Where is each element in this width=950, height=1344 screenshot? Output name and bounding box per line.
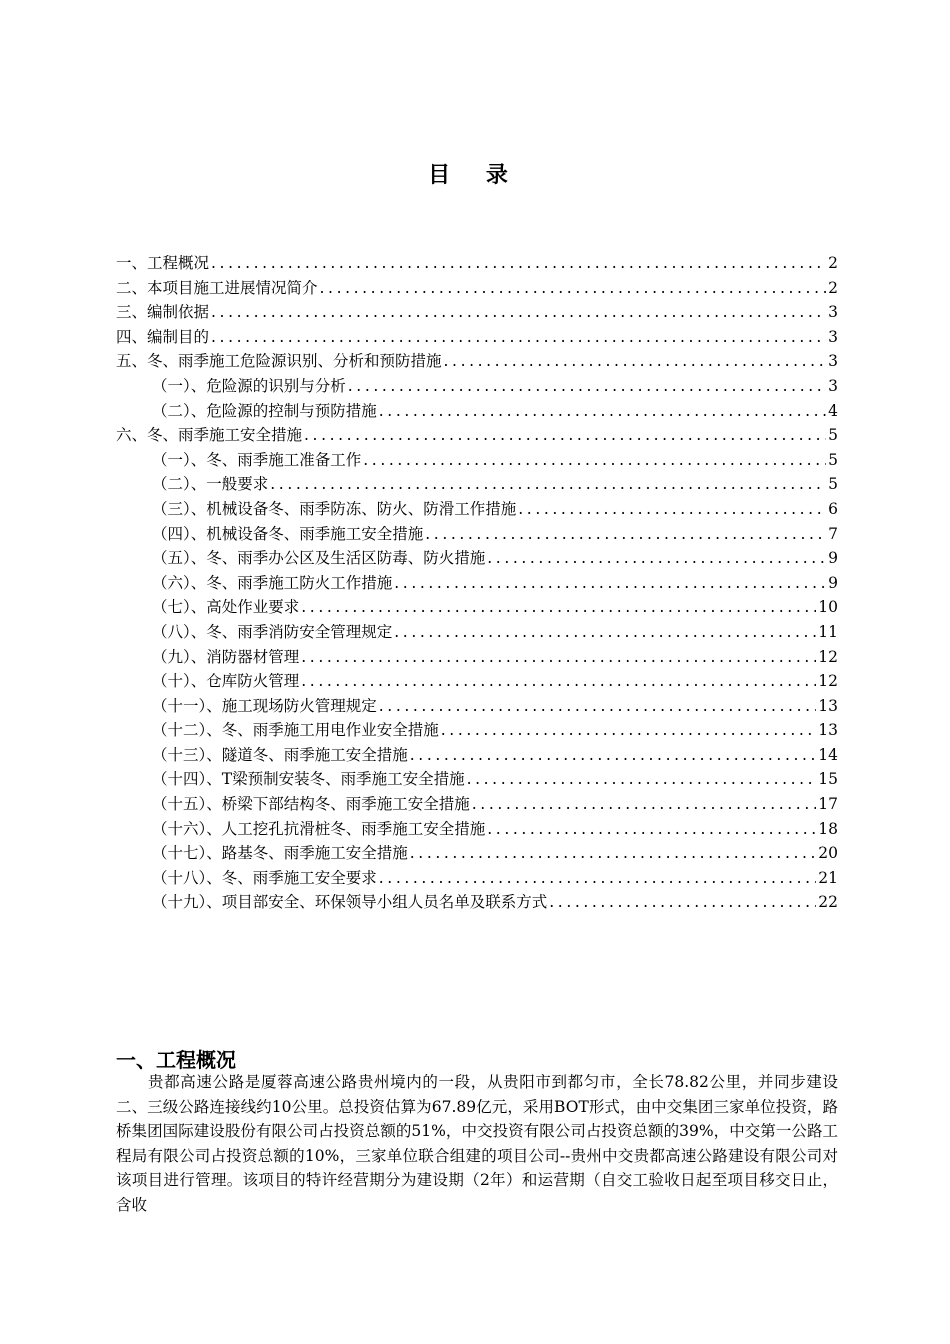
toc-entry[interactable]: [116, 448, 838, 473]
toc-leader-dots: [379, 866, 817, 891]
toc-entry-page: 12: [818, 647, 838, 666]
toc-leader-dots: [425, 522, 826, 547]
toc-entry[interactable]: [116, 866, 838, 891]
toc-entry-page: 3: [828, 352, 838, 371]
toc-title: 目 录: [428, 162, 522, 188]
toc-entry[interactable]: [116, 374, 838, 399]
table-of-contents: [116, 251, 838, 915]
toc-entry-page: 2: [828, 278, 838, 297]
toc-leader-dots: [410, 743, 817, 768]
toc-leader-dots: [301, 645, 816, 670]
toc-leader-dots: [410, 841, 817, 866]
toc-entry-page: 9: [828, 573, 838, 592]
toc-entry[interactable]: [116, 841, 838, 866]
toc-entry[interactable]: [116, 767, 838, 792]
toc-entry-page: 12: [818, 672, 838, 691]
toc-entry[interactable]: [116, 694, 838, 719]
toc-entry-page: 6: [828, 499, 838, 518]
toc-entry-title: （二）、危险源的控制与预防措施: [152, 401, 377, 420]
toc-leader-dots: [379, 694, 817, 719]
toc-leader-dots: [304, 423, 826, 448]
toc-entry[interactable]: [116, 792, 838, 817]
toc-entry-title: （七）、高处作业要求: [152, 598, 300, 617]
toc-entry-title: （十一）、施工现场防火管理规定: [152, 696, 377, 715]
toc-leader-dots: [394, 571, 826, 596]
toc-entry[interactable]: [116, 817, 838, 842]
toc-entry-page: 3: [828, 327, 838, 346]
toc-entry-title: （三）、机械设备冬、雨季防冻、防火、防滑工作措施: [152, 499, 517, 518]
toc-leader-dots: [467, 767, 817, 792]
toc-entry-title: （十二）、冬、雨季施工用电作业安全措施: [152, 721, 439, 740]
toc-entry-title: （十六）、人工挖孔抗滑桩冬、雨季施工安全措施: [152, 819, 486, 838]
toc-leader-dots: [441, 718, 817, 743]
toc-entry[interactable]: [116, 645, 838, 670]
toc-leader-dots: [301, 669, 816, 694]
toc-leader-dots: [487, 817, 816, 842]
toc-leader-dots: [270, 472, 826, 497]
toc-entry-title: （十三）、隧道冬、雨季施工安全措施: [152, 745, 408, 764]
toc-entry-page: 4: [828, 401, 838, 420]
toc-leader-dots: [363, 448, 826, 473]
toc-entry-page: 20: [818, 844, 838, 863]
toc-entry-title: （一）、危险源的识别与分析: [152, 376, 346, 395]
toc-leader-dots: [301, 595, 816, 620]
toc-entry-page: 7: [828, 524, 838, 543]
toc-entry-page: 14: [818, 745, 838, 764]
toc-leader-dots: [394, 620, 816, 645]
toc-entry[interactable]: [116, 669, 838, 694]
toc-entry[interactable]: [116, 399, 838, 424]
toc-entry[interactable]: [116, 522, 838, 547]
toc-entry[interactable]: [116, 546, 838, 571]
toc-entry-title: （十七）、路基冬、雨季施工安全措施: [152, 844, 408, 863]
toc-entry-title: （五）、冬、雨季办公区及生活区防毒、防火措施: [152, 549, 486, 568]
toc-leader-dots: [379, 399, 826, 424]
toc-leader-dots: [472, 792, 817, 817]
toc-entry-title: 六、冬、雨季施工安全措施: [116, 426, 303, 445]
toc-entry-page: 5: [828, 475, 838, 494]
toc-entry-title: 一、工程概况: [116, 254, 210, 272]
toc-entry[interactable]: [116, 300, 838, 325]
toc-entry-page: 10: [818, 598, 838, 617]
toc-entry[interactable]: [116, 620, 838, 645]
toc-entry[interactable]: [116, 349, 838, 374]
toc-entry[interactable]: [116, 743, 838, 768]
toc-leader-dots: [487, 546, 826, 571]
toc-leader-dots: [518, 497, 826, 522]
toc-entry-title: （十四）、T梁预制安装冬、雨季施工安全措施: [152, 770, 465, 789]
toc-entry-title: （十九）、项目部安全、环保领导小组人员名单及联系方式: [152, 893, 548, 912]
toc-entry-page: 2: [828, 254, 838, 272]
toc-leader-dots: [549, 890, 816, 915]
toc-entry[interactable]: [116, 325, 838, 350]
toc-entry-title: （九）、消防器材管理: [152, 647, 300, 666]
toc-entry-page: 15: [818, 770, 838, 789]
toc-leader-dots: [348, 374, 826, 399]
toc-entry-title: 三、编制依据: [116, 303, 210, 322]
toc-entry[interactable]: [116, 423, 838, 448]
toc-entry-page: 22: [818, 893, 838, 912]
toc-leader-dots: [211, 251, 826, 276]
toc-entry[interactable]: [116, 595, 838, 620]
toc-entry-page: 9: [828, 549, 838, 568]
toc-entry-title: （十五）、桥梁下部结构冬、雨季施工安全措施: [152, 795, 470, 814]
toc-entry-page: 3: [828, 303, 838, 322]
section-paragraph: 贵都高速公路是厦蓉高速公路贵州境内的一段，从贵阳市到都匀市，全长78.82公里，并同步建设二、三级公路连接线约10公里。总投资估算为67.89亿元，采用BOT形式，由中交集团三家单位投资，路桥集团国际建设股份有限公司占投资总额的51%，中交投资有限公司占投资总额的39%，中交第一公路工程局有限公司占投资总额的10%，三家单位联合组建的项目公司--贵州中交贵都高速公路建设有限公司对该项目进行管理。该项目的特许经营期分为建设期（2年）和运营期（自交工验收日起至项目移交日止，含收: [116, 1073, 838, 1214]
toc-entry-title: （四）、机械设备冬、雨季施工安全措施: [152, 524, 424, 543]
toc-entry-page: 5: [828, 450, 838, 469]
section-heading: 一、工程概况: [116, 1048, 236, 1072]
toc-entry[interactable]: [116, 571, 838, 596]
toc-leader-dots: [320, 276, 827, 301]
toc-entry[interactable]: [116, 890, 838, 915]
toc-entry-page: 13: [818, 721, 838, 740]
toc-entry-page: 18: [818, 819, 838, 838]
toc-entry-page: 13: [818, 696, 838, 715]
toc-entry-title: 二、本项目施工进展情况简介: [116, 278, 318, 297]
toc-entry[interactable]: [116, 497, 838, 522]
toc-entry-page: 3: [828, 376, 838, 395]
toc-entry-title: （十八）、冬、雨季施工安全要求: [152, 868, 377, 887]
toc-entry-title: 五、冬、雨季施工危险源识别、分析和预防措施: [116, 352, 442, 371]
toc-entry-page: 17: [818, 795, 838, 814]
toc-entry-title: （一）、冬、雨季施工准备工作: [152, 450, 362, 469]
toc-entry-page: 11: [818, 622, 838, 641]
toc-entry[interactable]: [116, 251, 838, 276]
toc-entry-title: （二）、一般要求: [152, 475, 269, 494]
toc-entry-title: （六）、冬、雨季施工防火工作措施: [152, 573, 393, 592]
toc-entry[interactable]: [116, 718, 838, 743]
toc-entry-page: 21: [818, 868, 838, 887]
toc-leader-dots: [211, 325, 826, 350]
toc-entry-page: 5: [828, 426, 838, 445]
toc-entry-title: （十）、仓库防火管理: [152, 672, 300, 691]
toc-entry[interactable]: [116, 276, 838, 301]
toc-entry-title: （八）、冬、雨季消防安全管理规定: [152, 622, 393, 641]
toc-entry[interactable]: [116, 472, 838, 497]
toc-leader-dots: [444, 349, 827, 374]
toc-leader-dots: [211, 300, 826, 325]
toc-entry-title: 四、编制目的: [116, 327, 210, 346]
